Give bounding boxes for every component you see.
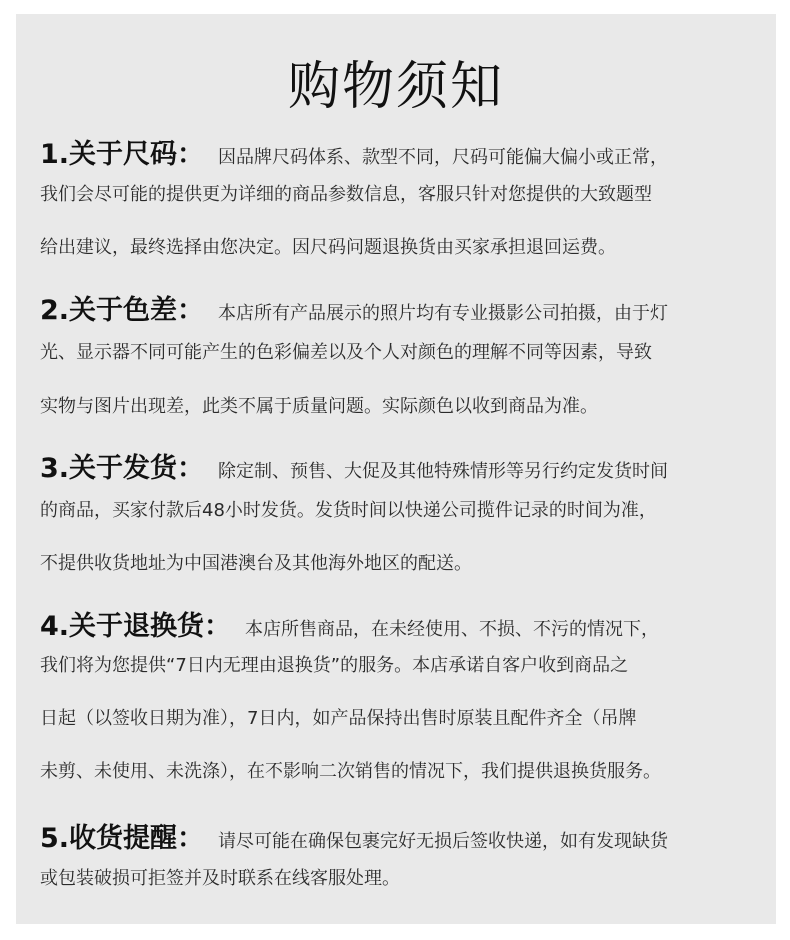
section-first-line — [40, 604, 659, 643]
page-title: 购物须知 — [287, 57, 504, 117]
section-heading: 4.关于退换货： — [40, 611, 232, 642]
section-line: 给出建议，最终选择由您决定。因尺码问题退换货由买家承担退回运费。 — [40, 237, 616, 258]
section-heading: 5.收货提醒： — [40, 823, 205, 854]
section-line: 实物与图片出现差，此类不属于质量问题。实际颜色以收到商品为准。 — [40, 396, 598, 417]
section-text: 本店所售商品，在未经使用、不损、不污的情况下， — [245, 619, 660, 640]
section-heading: 1.关于尺码： — [40, 139, 205, 170]
section-heading: 2.关于色差： — [40, 295, 205, 326]
section-line: 我们将为您提供“7日内无理由退换货”的服务。本店承诺自客户收到商品之 — [40, 655, 629, 676]
section-first-line — [40, 816, 668, 855]
section-first-line — [40, 446, 668, 485]
section-line: 的商品，买家付款后48小时发货。发货时间以快递公司揽件记录的时间为准， — [40, 500, 657, 521]
section-line: 未剪、未使用、未洗涤），在不影响二次销售的情况下，我们提供退换货服务。 — [40, 761, 661, 782]
notice-panel — [16, 14, 776, 924]
section-text: 因品牌尺码体系、款型不同，尺码可能偏大偏小或正常， — [218, 147, 669, 168]
section-line: 不提供收货地址为中国港澳台及其他海外地区的配送。 — [40, 553, 472, 574]
section-heading: 3.关于发货： — [40, 453, 205, 484]
section-line: 或包装破损可拒签并及时联系在线客服处理。 — [40, 868, 400, 889]
section-first-line — [40, 288, 668, 327]
section-line: 我们会尽可能的提供更为详细的商品参数信息，客服只针对您提供的大致题型 — [40, 184, 652, 205]
section-text: 请尽可能在确保包裹完好无损后签收快递，如有发现缺货 — [218, 831, 669, 852]
section-line: 日起（以签收日期为准），7日内，如产品保持出售时原装且配件齐全（吊牌 — [40, 708, 637, 729]
section-line: 光、显示器不同可能产生的色彩偏差以及个人对颜色的理解不同等因素，导致 — [40, 342, 652, 363]
section-first-line — [40, 132, 668, 171]
section-text: 除定制、预售、大促及其他特殊情形等另行约定发货时间 — [218, 461, 669, 482]
section-text: 本店所有产品展示的照片均有专业摄影公司拍摄，由于灯 — [218, 303, 669, 324]
